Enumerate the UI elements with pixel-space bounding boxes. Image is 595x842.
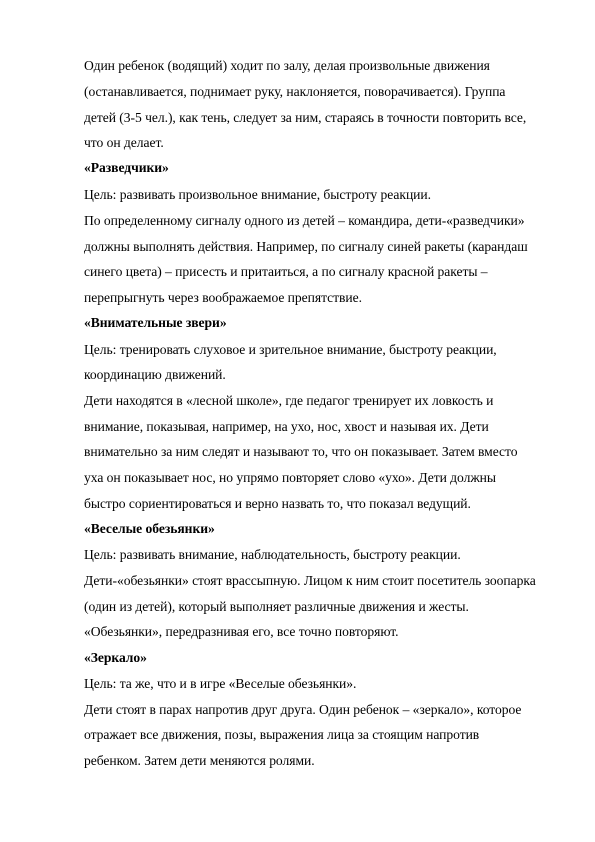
paragraph-line: что он делает. — [84, 135, 164, 150]
paragraph-line: быстро сориентироваться и верно назвать то, что показал ведущий. — [84, 496, 471, 511]
paragraph-line: Дети стоят в парах напротив друг друга. Один ребенок – «зеркало», которое — [84, 702, 522, 717]
paragraph-line: должны выполнять действия. Например, по сигналу синей ракеты (карандаш — [84, 239, 528, 254]
paragraph-line: синего цвета) – присесть и притаиться, а по сигналу красной ракеты – — [84, 264, 488, 279]
paragraph-line: координацию движений. — [84, 367, 226, 382]
paragraph-line: Цель: та же, что и в игре «Веселые обезьянки». — [84, 676, 357, 691]
paragraph-line: (один из детей), который выполняет различные движения и жесты. — [84, 599, 469, 614]
paragraph-line: отражает все движения, позы, выражения лица за стоящим напротив — [84, 727, 480, 742]
paragraph-line: внимательно за ним следят и называют то, что он показывает. Затем вместо — [84, 444, 518, 459]
paragraph-line: Дети-«обезьянки» стоят врассыпную. Лицом к ним стоит посетитель зоопарка — [84, 573, 536, 588]
paragraph-line: Цель: развивать внимание, наблюдательность, быстроту реакции. — [84, 547, 461, 562]
paragraph-line: Один ребенок (водящий) ходит по залу, делая произвольные движения — [84, 58, 490, 73]
paragraph-line: детей (3-5 чел.), как тень, следует за ним, стараясь в точности повторить все, — [84, 110, 527, 125]
paragraph-line: ребенком. Затем дети меняются ролями. — [84, 753, 315, 768]
paragraph-line: По определенному сигналу одного из детей – командира, дети-«разведчики» — [84, 213, 525, 228]
paragraph-line: внимание, показывая, например, на ухо, нос, хвост и называя их. Дети — [84, 419, 489, 434]
paragraph-line: перепрыгнуть через воображаемое препятствие. — [84, 290, 362, 305]
paragraph-line: Дети находятся в «лесной школе», где педагог тренирует их ловкость и — [84, 393, 494, 408]
paragraph-line: уха он показывает нос, но упрямо повторяет слово «ухо». Дети должны — [84, 470, 496, 485]
game-title-razvedchiki: «Разведчики» — [84, 160, 169, 175]
paragraph-line: Цель: тренировать слуховое и зрительное внимание, быстроту реакции, — [84, 342, 497, 357]
paragraph-line: «Обезьянки», передразнивая его, все точно повторяют. — [84, 624, 399, 639]
game-title-vnimatelnye-zveri: «Внимательные звери» — [84, 315, 227, 330]
game-title-zerkalo: «Зеркало» — [84, 650, 147, 665]
paragraph-line: (останавливается, поднимает руку, наклоняется, поворачивается). Группа — [84, 84, 506, 99]
game-title-veselye-obezyanki: «Веселые обезьянки» — [84, 521, 215, 536]
paragraph-line: Цель: развивать произвольное внимание, быстроту реакции. — [84, 187, 431, 202]
